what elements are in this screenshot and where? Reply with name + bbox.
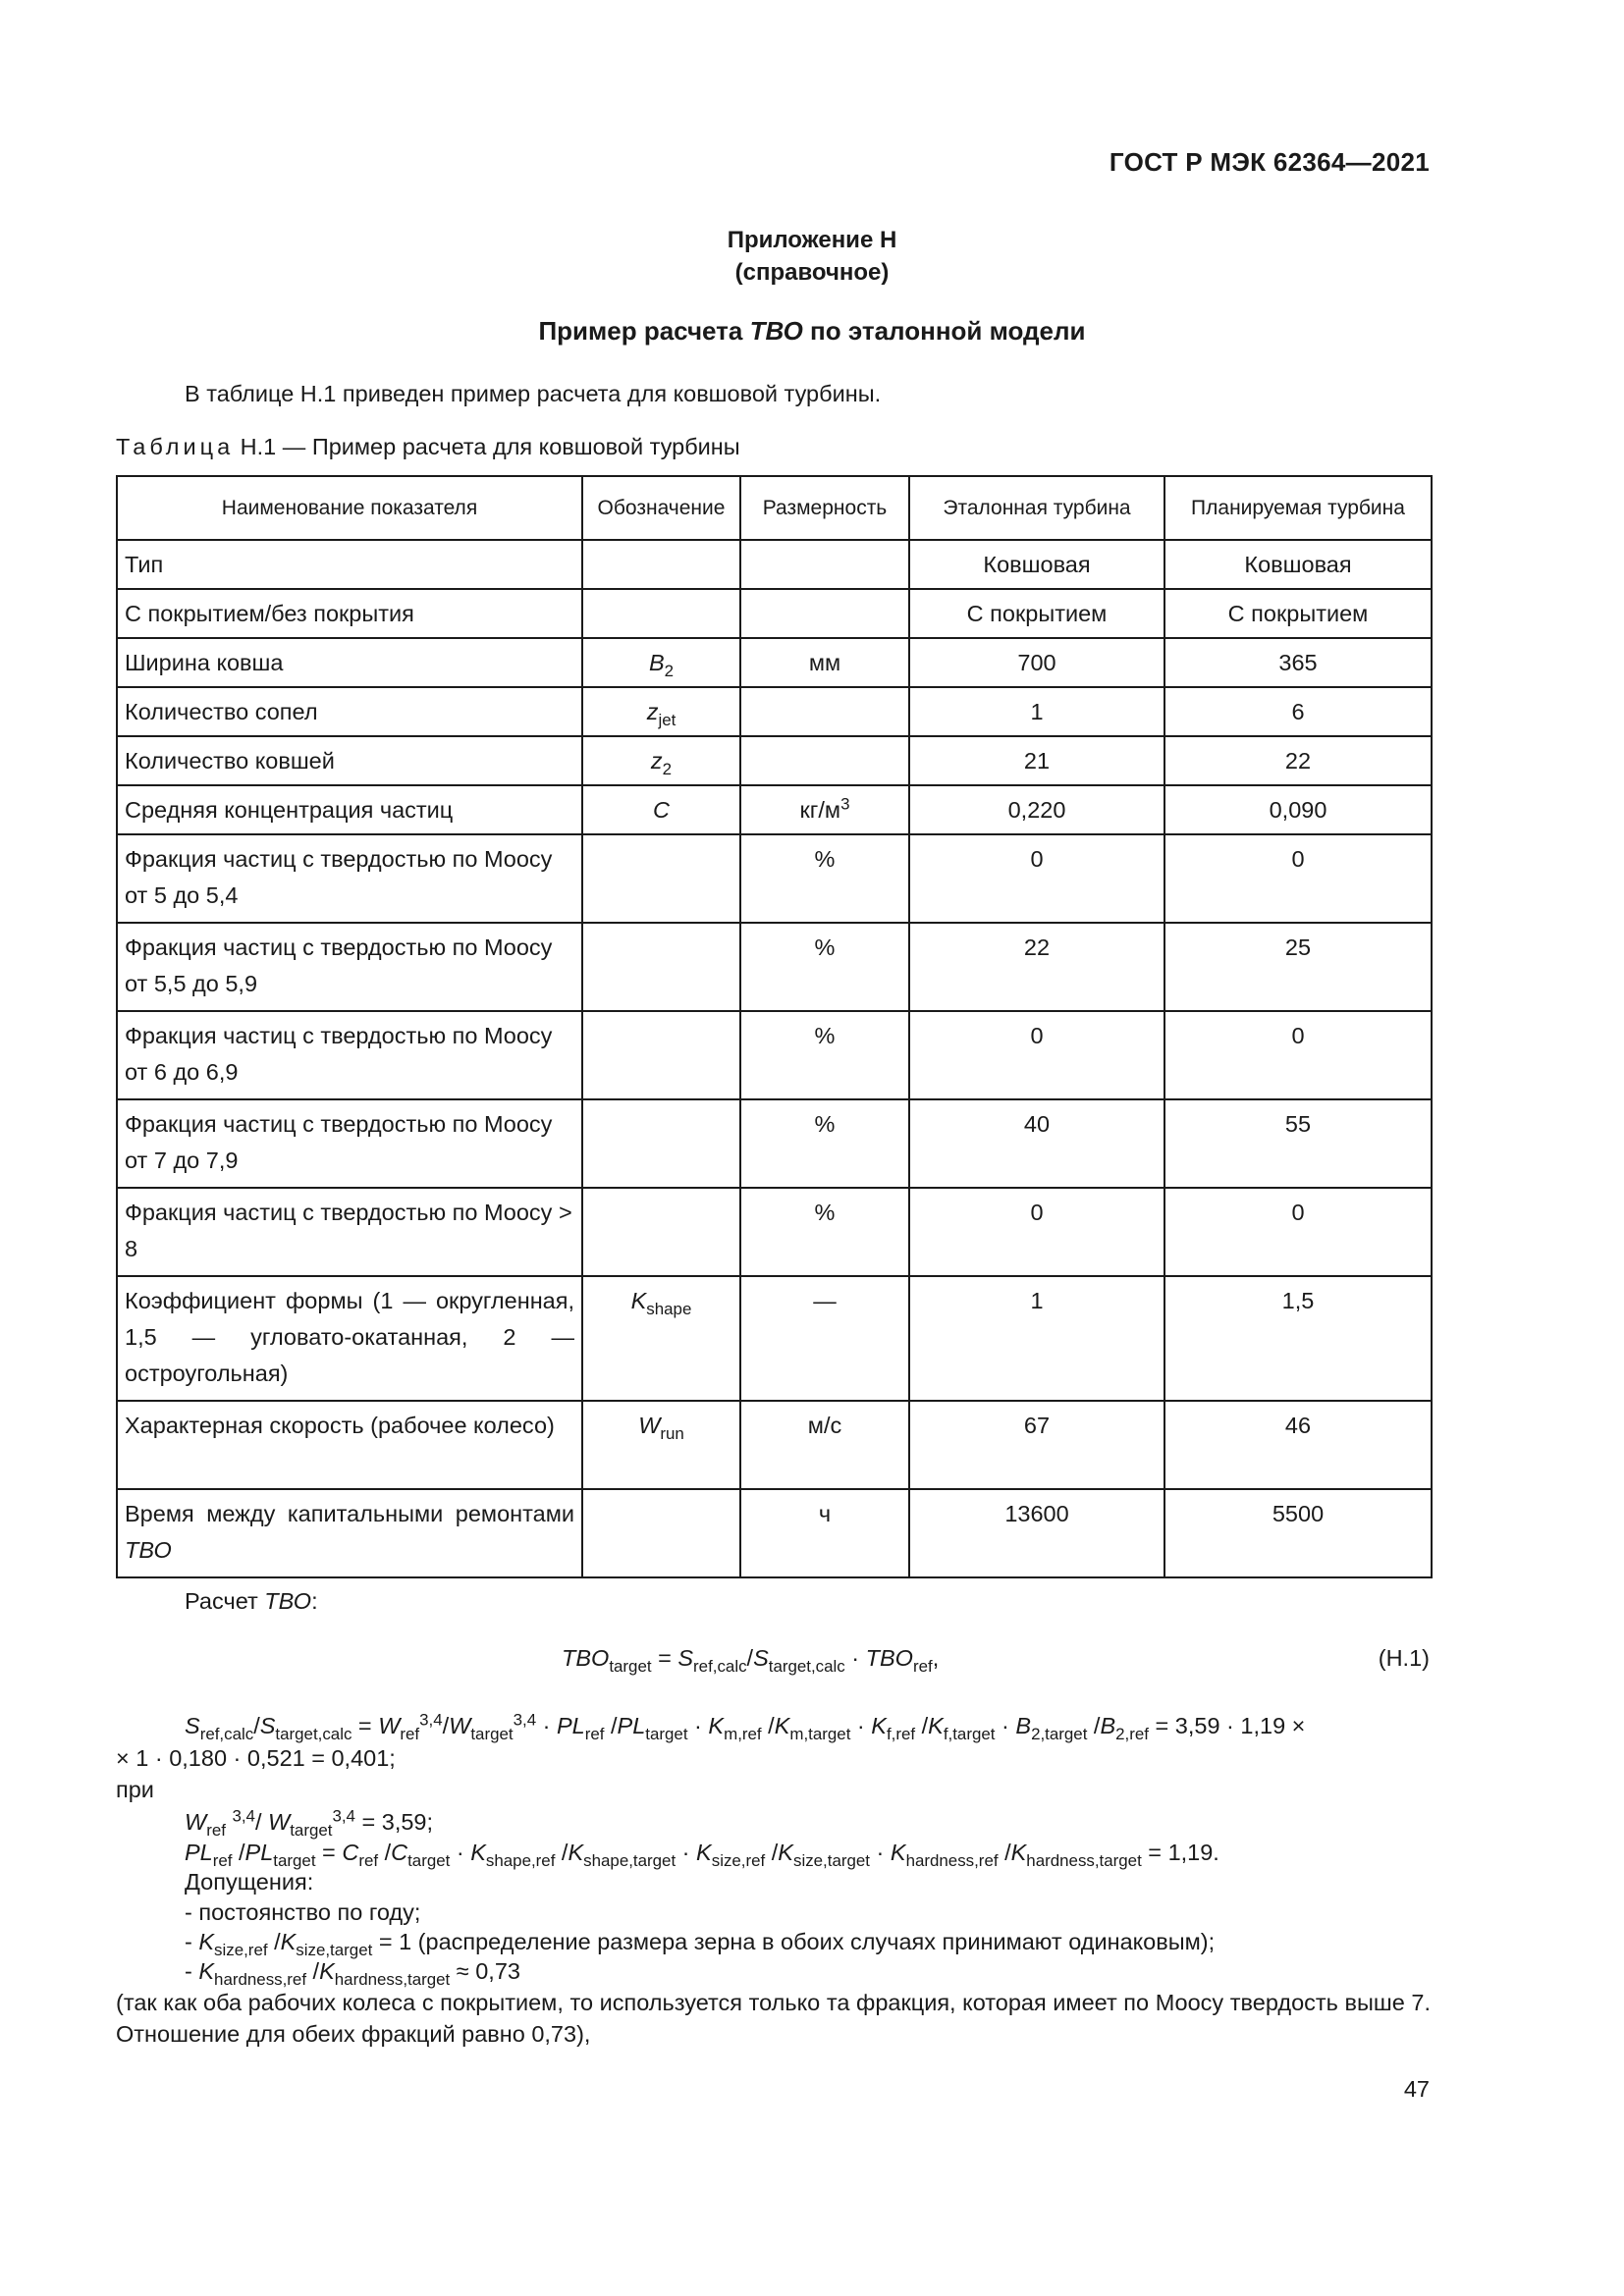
cell-parameter-name: Коэффициент формы (1 — округленная, 1,5 — угловато-окатанная, 2 — остроугольная) <box>117 1276 582 1401</box>
cell-reference-turbine: 67 <box>909 1401 1164 1489</box>
table-row <box>117 1099 1432 1188</box>
assumption-1: - постоянство по году; <box>185 1899 421 1925</box>
calc-label-colon: : <box>311 1588 318 1614</box>
calc-pri: при <box>116 1777 154 1802</box>
calc-pl-result: = 1,19. <box>1141 1840 1219 1865</box>
cell-planned-turbine: Ковшовая <box>1164 540 1432 589</box>
cell-parameter-name: Фракция частиц с твердостью по Моосу от 7 до 7,9 <box>117 1099 582 1188</box>
table-body <box>117 540 1432 1577</box>
table-header-row <box>117 476 1432 540</box>
calc-w-result: = 3,59; <box>354 1809 434 1835</box>
cell-reference-turbine: С покрытием <box>909 589 1164 638</box>
assumption-3-dash: - <box>185 1958 199 1984</box>
cell-symbol: C <box>582 785 740 834</box>
cell-unit <box>740 589 909 638</box>
cell-planned-turbine: 5500 <box>1164 1489 1432 1577</box>
assumption-3-text: ≈ 0,73 <box>450 1958 520 1984</box>
assumption-2: - $K_{size,ref}$ $/K_{size,target} = 1$ (распределение размера зерна в обоих случаях принимают одинаковым); <box>185 1929 1216 1959</box>
cell-unit: % <box>740 1099 909 1188</box>
cell-unit: — <box>740 1276 909 1401</box>
cell-parameter-name: Характерная скорость (рабочее колесо) <box>117 1401 582 1489</box>
table-row <box>117 540 1432 589</box>
formula-h1: $TBO_{target} = S_{ref,calc}/S_{target,calc} \cdot TBO_{ref}$, <box>562 1645 940 1676</box>
cell-symbol <box>582 1011 740 1099</box>
formula-number: (Н.1) <box>1378 1645 1430 1671</box>
cell-unit: $кг/м^3$ <box>740 785 909 834</box>
cell-parameter-name: С покрытием/без покрытия <box>117 589 582 638</box>
annex-title: Приложение Н <box>727 227 897 253</box>
cell-reference-turbine: 13600 <box>909 1489 1164 1577</box>
calc-label-italic: ТВО <box>264 1588 312 1614</box>
header-cell: Эталонная турбина <box>909 476 1164 540</box>
cell-reference-turbine: 1 <box>909 1276 1164 1401</box>
cell-unit: м/с <box>740 1401 909 1489</box>
cell-symbol <box>582 923 740 1011</box>
cell-unit <box>740 687 909 736</box>
cell-parameter-name: Ширина ковша <box>117 638 582 687</box>
cell-symbol: $z_{jet}$ <box>582 687 740 736</box>
table-row <box>117 1188 1432 1276</box>
calc-main-result: = 3,59 · 1,19 × <box>1149 1713 1306 1738</box>
cell-parameter-name: Средняя концентрация частиц <box>117 785 582 834</box>
cell-symbol <box>582 589 740 638</box>
table-row <box>117 1489 1432 1577</box>
standard-id: ГОСТ Р МЭК 62364—2021 <box>1109 147 1430 177</box>
cell-unit: мм <box>740 638 909 687</box>
table-caption-text: Н.1 — Пример расчета для ковшовой турбины <box>234 434 740 459</box>
calc-pl-ratio: $PL_{ref}$ $/PL_{target} = C_{ref}$ $/C_{target} \cdot K_{shape,ref}$ $/K_{shape,target} \cdot K_{size,ref}$ $/K_{size,target} \cdot K_{hardness,ref}$ $/K_{hardness,target} = 1,19$. <box>185 1840 1219 1870</box>
cell-reference-turbine: 22 <box>909 923 1164 1011</box>
table-caption <box>116 434 740 460</box>
header-cell: Размерность <box>740 476 909 540</box>
cell-unit: ч <box>740 1489 909 1577</box>
cell-symbol <box>582 1099 740 1188</box>
cell-unit: % <box>740 1188 909 1276</box>
cell-unit: % <box>740 1011 909 1099</box>
assumption-2-dash: - <box>185 1929 199 1954</box>
table-row <box>117 638 1432 687</box>
section-title-suffix: по эталонной модели <box>802 316 1086 346</box>
table-row <box>117 1276 1432 1401</box>
assumption-3: - $K_{hardness,ref}$ $/K_{hardness,target} \approx 0,73$ <box>185 1958 520 1989</box>
cell-parameter-name: Количество ковшей <box>117 736 582 785</box>
cell-planned-turbine: 365 <box>1164 638 1432 687</box>
cell-reference-turbine: 1 <box>909 687 1164 736</box>
cell-symbol <box>582 1489 740 1577</box>
cell-parameter-name: Количество сопел <box>117 687 582 736</box>
cell-parameter-name: Фракция частиц с твердостью по Моосу > 8 <box>117 1188 582 1276</box>
annex-kind: (справочное) <box>734 259 890 286</box>
cell-planned-turbine: 0,090 <box>1164 785 1432 834</box>
section-title-prefix: Пример расчета <box>538 316 750 346</box>
cell-reference-turbine: 0 <box>909 1188 1164 1276</box>
cell-symbol: $z_2$ <box>582 736 740 785</box>
calc-main-continuation: × 1 · 0,180 · 0,521 = 0,401; <box>116 1745 396 1771</box>
cell-planned-turbine: 25 <box>1164 923 1432 1011</box>
cell-reference-turbine: 0 <box>909 1011 1164 1099</box>
cell-unit: % <box>740 923 909 1011</box>
table-row <box>117 736 1432 785</box>
section-title <box>0 316 1624 347</box>
table-row <box>117 1401 1432 1489</box>
cell-reference-turbine: Ковшовая <box>909 540 1164 589</box>
cell-planned-turbine: 0 <box>1164 834 1432 923</box>
section-title-italic: ТВО <box>749 316 803 346</box>
assumptions-title: Допущения: <box>185 1869 314 1895</box>
header-cell: Обозначение <box>582 476 740 540</box>
example-table <box>116 475 1433 1578</box>
page-number: 47 <box>1403 2076 1430 2102</box>
calc-label-text: Расчет <box>185 1588 265 1614</box>
cell-symbol: $K_{shape}$ <box>582 1276 740 1401</box>
table-caption-label: Таблица <box>116 434 235 459</box>
table-row <box>117 923 1432 1011</box>
cell-reference-turbine: 700 <box>909 638 1164 687</box>
cell-symbol <box>582 834 740 923</box>
table-row <box>117 1011 1432 1099</box>
cell-unit <box>740 540 909 589</box>
table-row <box>117 785 1432 834</box>
cell-planned-turbine: С покрытием <box>1164 589 1432 638</box>
calc-label <box>185 1588 318 1615</box>
intro-paragraph: В таблице Н.1 приведен пример расчета для ковшовой турбины. <box>185 381 882 406</box>
cell-symbol: $B_2$ <box>582 638 740 687</box>
cell-symbol: $W_{run}$ <box>582 1401 740 1489</box>
cell-planned-turbine: 55 <box>1164 1099 1432 1188</box>
cell-symbol <box>582 540 740 589</box>
cell-reference-turbine: 40 <box>909 1099 1164 1188</box>
cell-parameter-name: Время между капитальными ремонтами ТВО <box>117 1489 582 1577</box>
cell-unit: % <box>740 834 909 923</box>
cell-parameter-name: Фракция частиц с твердостью по Моосу от 6 до 6,9 <box>117 1011 582 1099</box>
calc-w-ratio: $W_{ref}$ $^{3,4}$/ $W_{target}^{3,4} = 3,59$; <box>185 1806 434 1840</box>
calc-main-line: $S_{ref,calc}/S_{target,calc} = W_{ref}^{3,4}/W_{target}^{3,4} \cdot PL_{ref}$ $/PL_{target} \cdot K_{m,ref}$ $/K_{m,target} \cdot K_{f,ref}$ $/K_{f,target} \cdot B_{2,target}$ $/B_{2,ref} = 3,59 \cdot 1,19$ × <box>185 1710 1306 1743</box>
cell-planned-turbine: 0 <box>1164 1188 1432 1276</box>
cell-parameter-name: Фракция частиц с твердостью по Моосу от 5,5 до 5,9 <box>117 923 582 1011</box>
cell-parameter-name: Тип <box>117 540 582 589</box>
cell-planned-turbine: 6 <box>1164 687 1432 736</box>
annex-heading <box>0 224 1624 289</box>
cell-reference-turbine: 21 <box>909 736 1164 785</box>
cell-planned-turbine: 0 <box>1164 1011 1432 1099</box>
cell-reference-turbine: 0 <box>909 834 1164 923</box>
header-cell: Наименование показателя <box>117 476 582 540</box>
assumption-2-text: = 1 (распределение размера зерна в обоих случаях принимают одинаковым); <box>372 1929 1216 1954</box>
table-row <box>117 589 1432 638</box>
table-row <box>117 834 1432 923</box>
table-row <box>117 687 1432 736</box>
cell-planned-turbine: 46 <box>1164 1401 1432 1489</box>
header-cell: Планируемая турбина <box>1164 476 1432 540</box>
cell-planned-turbine: 1,5 <box>1164 1276 1432 1401</box>
cell-unit <box>740 736 909 785</box>
cell-reference-turbine: 0,220 <box>909 785 1164 834</box>
assumption-note: (так как оба рабочих колеса с покрытием, то используется только та фракция, которая имеет по Моосу твердость выше 7. Отношение для обеих фракций равно 0,73), <box>116 1990 1431 2047</box>
cell-parameter-name: Фракция частиц с твердостью по Моосу от 5 до 5,4 <box>117 834 582 923</box>
cell-planned-turbine: 22 <box>1164 736 1432 785</box>
cell-symbol <box>582 1188 740 1276</box>
